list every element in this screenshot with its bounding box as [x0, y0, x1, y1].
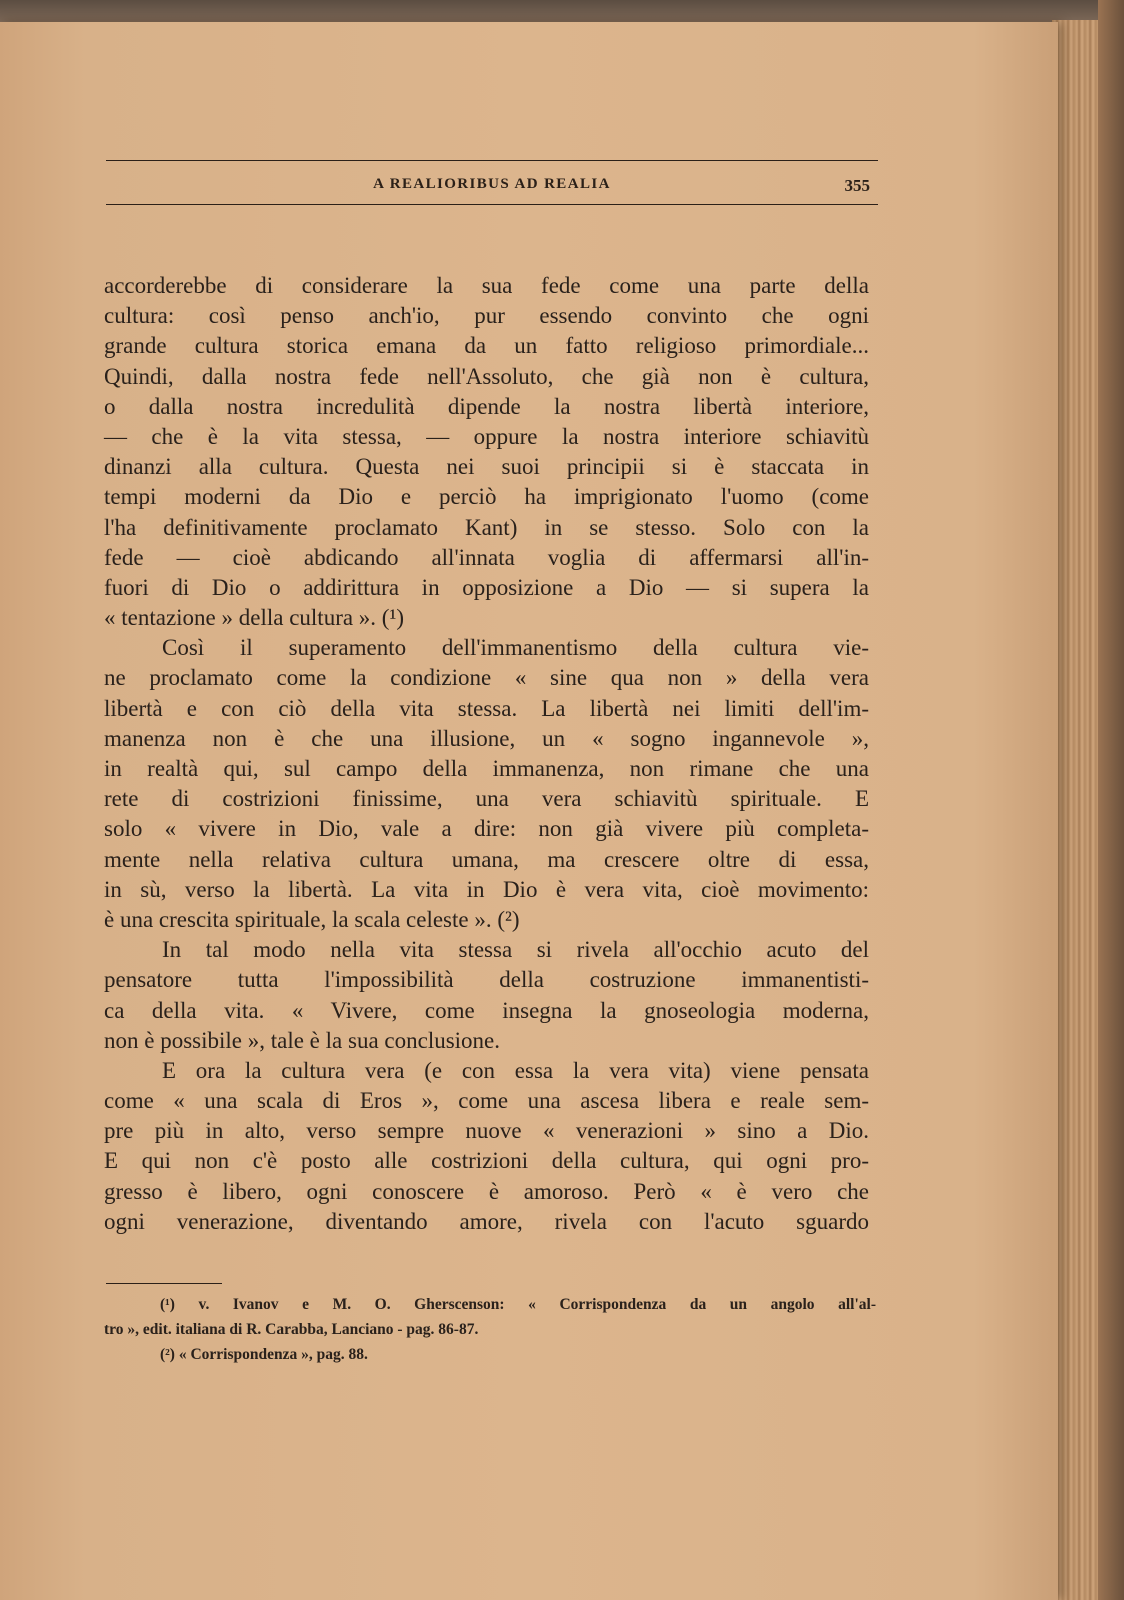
- text-line: E qui non c'è posto alle costrizioni della cultura, qui ogni pro-: [104, 1148, 869, 1174]
- text-line: cultura: così penso anch'io, pur essendo convinto che ogni: [104, 303, 869, 329]
- text-line: ogni venerazione, diventando amore, rivela con l'acuto sguardo: [104, 1208, 869, 1234]
- text-line: rete di costrizioni finissime, una vera schiavitù spirituale. E: [104, 786, 869, 812]
- text-line: non è possibile », tale è la sua conclusione.: [104, 1027, 501, 1053]
- book-spine: [1098, 0, 1124, 1600]
- text-line: accorderebbe di considerare la sua fede come una parte della: [104, 273, 869, 298]
- text-line: ca della vita. « Vivere, come insegna la gnoseologia moderna,: [104, 997, 869, 1023]
- text-line: l'ha definitivamente proclamato Kant) in se stesso. Solo con la: [104, 514, 869, 540]
- footnote-line: (¹) v. Ivanov e M. O. Gherscenson: « Corrispondenza da un angolo all'al-: [160, 1296, 876, 1313]
- text-line: come « una scala di Eros », come una ascesa libera e reale sem-: [104, 1088, 869, 1114]
- text-line: grande cultura storica emana da un fatto religioso primordiale...: [104, 333, 869, 359]
- text-line: pre più in alto, verso sempre nuove « venerazioni » sino a Dio.: [104, 1118, 869, 1144]
- text-line: mente nella relativa cultura umana, ma crescere oltre di essa,: [104, 846, 869, 872]
- header-rule-bottom: [106, 204, 878, 205]
- text-line: « tentazione » della cultura ». (¹): [104, 605, 405, 631]
- text-line: Quindi, dalla nostra fede nell'Assoluto, che già non è cultura,: [104, 363, 869, 389]
- text-line: in realtà qui, sul campo della immanenza, non rimane che una: [104, 756, 869, 781]
- text-line: in sù, verso la libertà. La vita in Dio è vera vita, cioè movimento:: [104, 876, 869, 902]
- text-line: o dalla nostra incredulità dipende la nostra libertà interiore,: [104, 393, 869, 419]
- text-line: pensatore tutta l'impossibilità della costruzione immanentisti-: [104, 967, 869, 993]
- text-line: Così il superamento dell'immanentismo della cultura vie-: [162, 635, 869, 661]
- header-rule-top: [106, 160, 878, 161]
- text-line: In tal modo nella vita stessa si rivela all'occhio acuto del: [162, 937, 869, 963]
- text-line: fede — cioè abdicando all'innata voglia di affermarsi all'in-: [104, 544, 869, 570]
- text-line: è una crescita spirituale, la scala celeste ». (²): [104, 906, 520, 932]
- text-line: libertà e con ciò della vita stessa. La libertà nei limiti dell'im-: [104, 695, 869, 721]
- footnote-line: (²) « Corrispondenza », pag. 88.: [160, 1346, 368, 1363]
- body-text: [104, 271, 869, 1237]
- running-head: [106, 176, 878, 202]
- text-line: ne proclamato come la condizione « sine qua non » della vera: [104, 665, 869, 691]
- text-line: solo « vivere in Dio, vale a dire: non già vivere più completa-: [104, 816, 869, 842]
- footnote-line: tro », edit. italiana di R. Carabba, Lanciano - pag. 86-87.: [104, 1321, 479, 1338]
- footnote-rule: [106, 1283, 222, 1284]
- text-line: — che è la vita stessa, — oppure la nostra interiore schiavitù: [104, 423, 869, 449]
- text-line: manenza non è che una illusione, un « sogno ingannevole »,: [104, 725, 869, 751]
- text-line: dinanzi alla cultura. Questa nei suoi principii si è staccata in: [104, 454, 869, 480]
- running-title: A REALIORIBUS AD REALIA: [373, 176, 611, 192]
- text-line: fuori di Dio o addirittura in opposizione a Dio — si supera la: [104, 574, 869, 600]
- page-number: 355: [844, 176, 870, 195]
- text-line: tempi moderni da Dio e perciò ha imprigionato l'uomo (come: [104, 484, 869, 510]
- text-line: E ora la cultura vera (e con essa la vera vita) viene pensata: [162, 1057, 869, 1083]
- footnotes: [104, 1292, 876, 1367]
- text-line: gresso è libero, ogni conoscere è amoroso. Però « è vero che: [104, 1178, 869, 1204]
